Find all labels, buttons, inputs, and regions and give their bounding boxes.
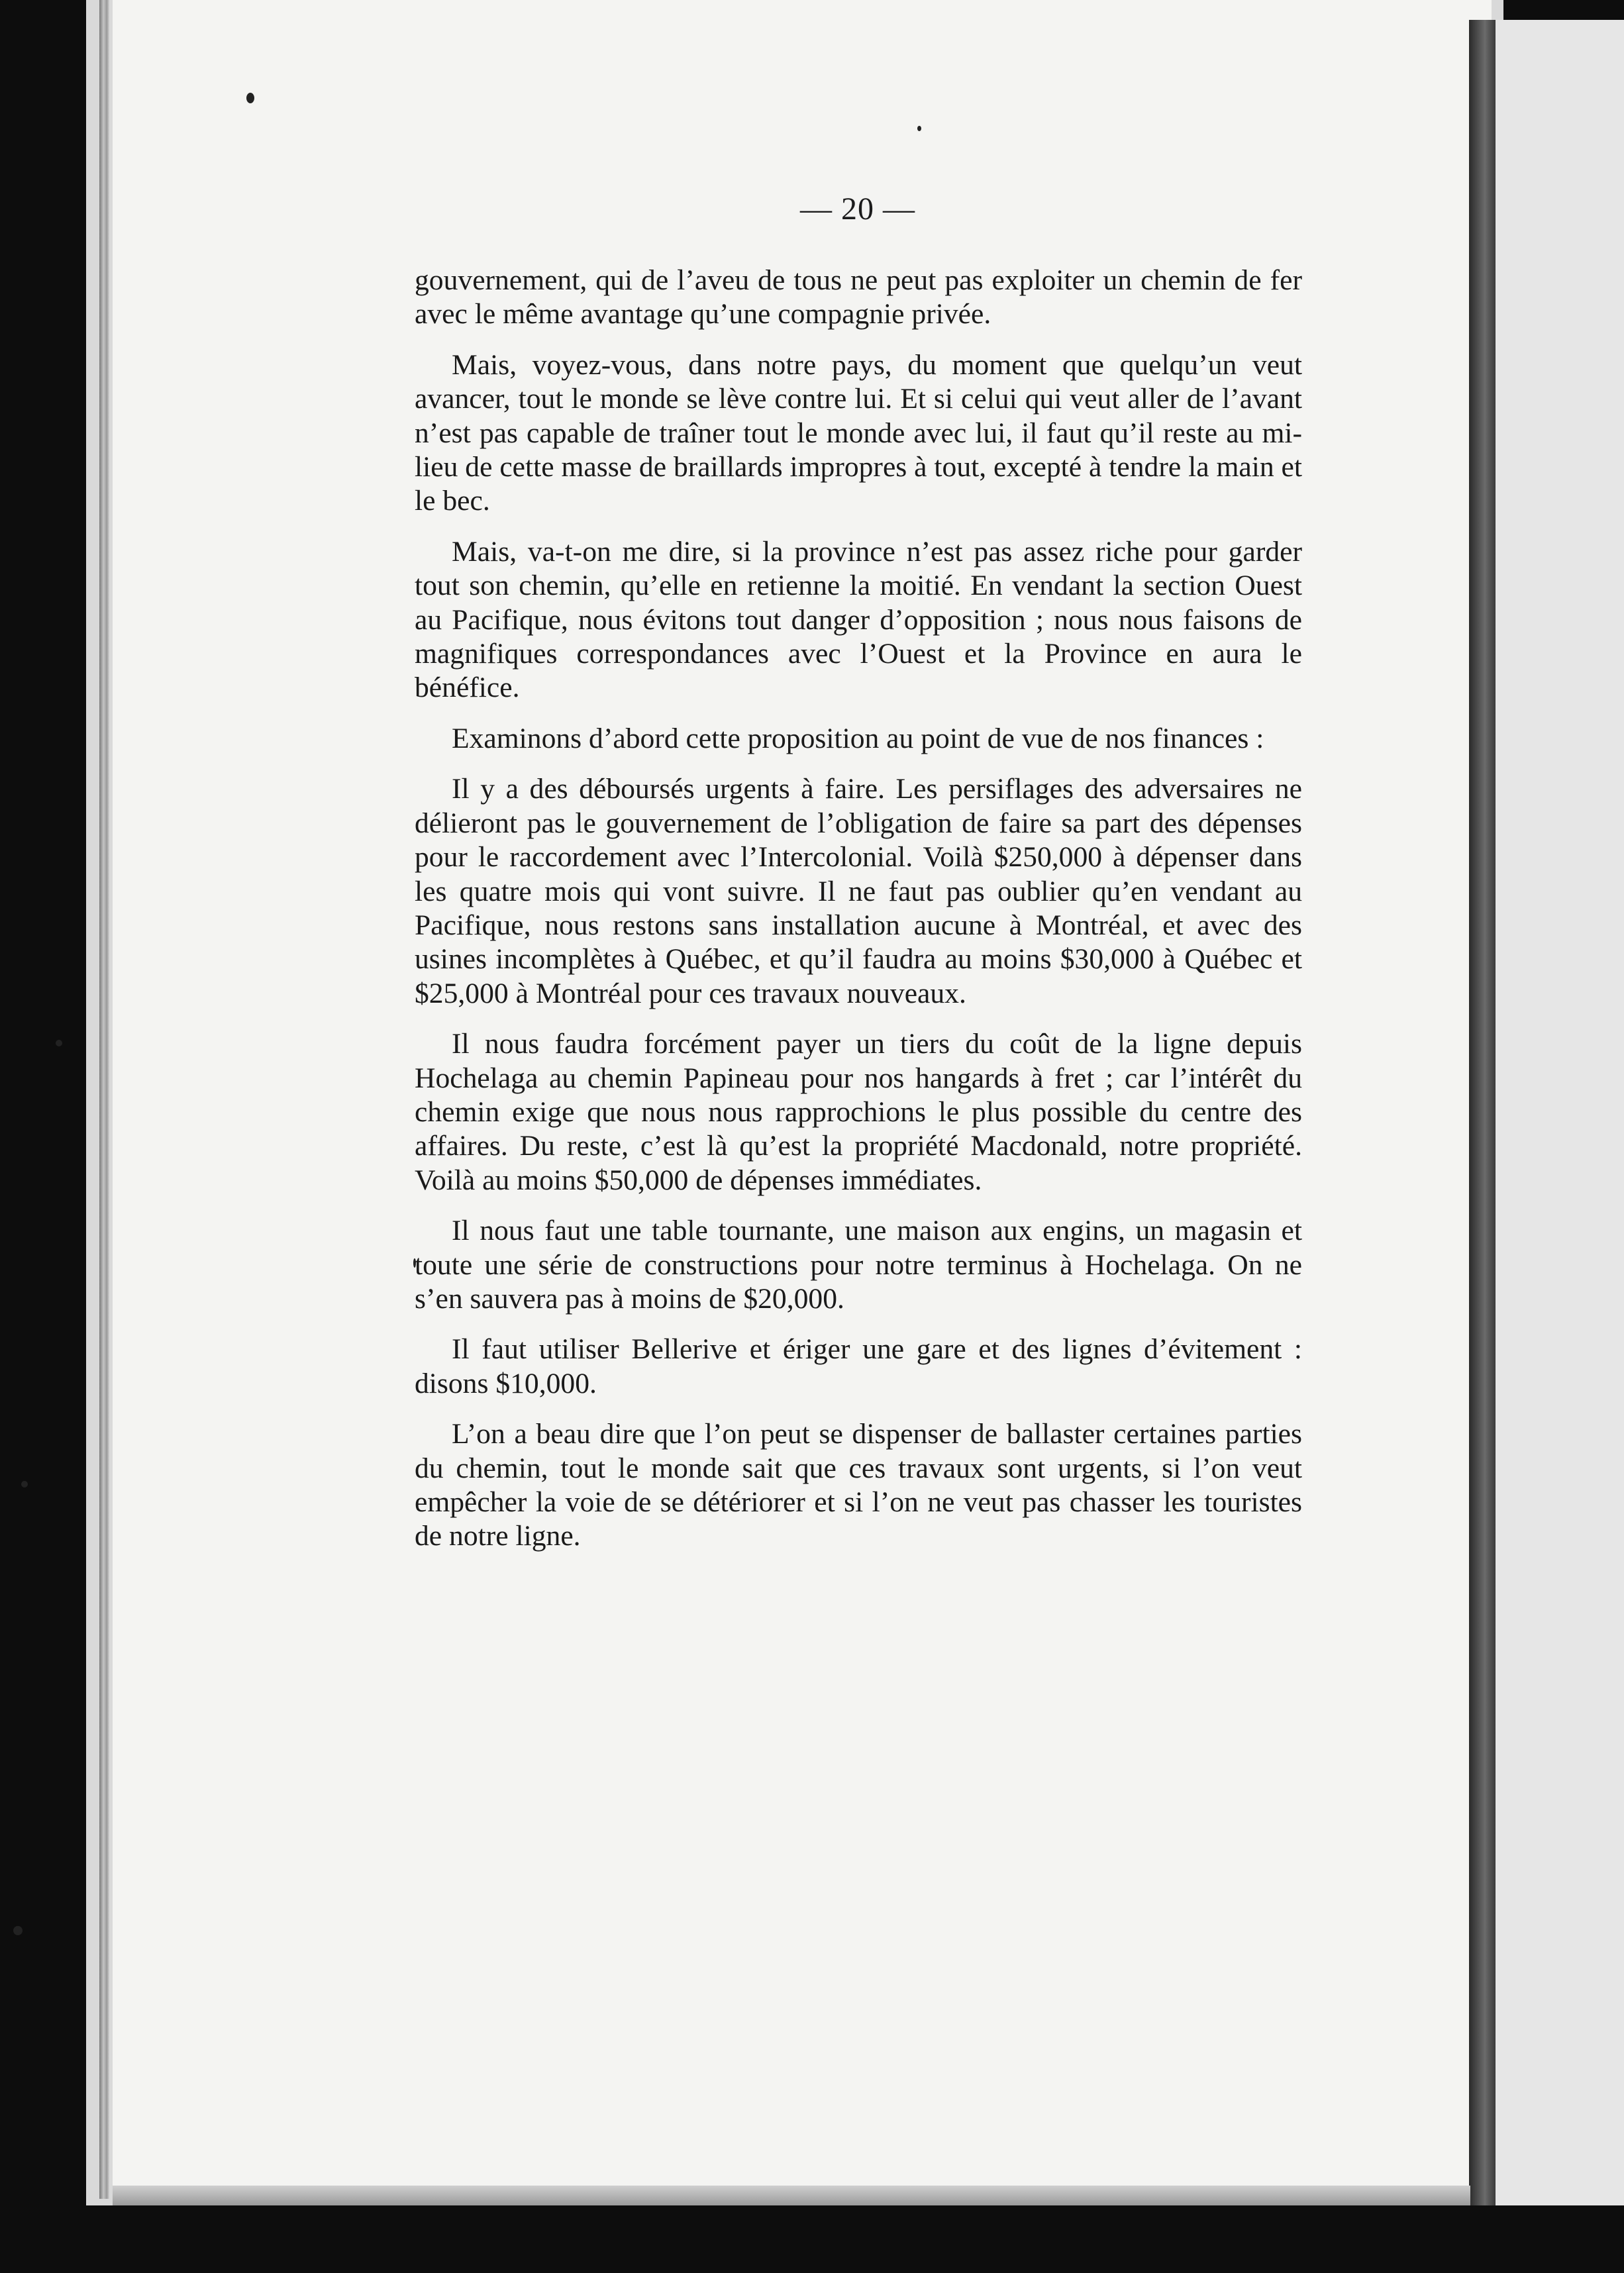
ink-speck — [13, 1926, 23, 1935]
paragraph: Mais, voyez-vous, dans notre pays, du moment que quelqu’un veut avancer, tout le monde se lève contre lui. Et si celui qui veut aller de l’avant n’est pas capable de traîner tout le monde avec lui, il faut qu’il reste au milieu de cette masse de braillards impropres à tout, excepté à tendre la main et le bec. — [415, 348, 1302, 517]
paragraph: Mais, va-t-on me dire, si la province n’est pas assez riche pour garder tout son chemin, qu’elle en retienne la moitié. En vendant la section Ouest au Pacifique, nous évitons tout danger d’opposition ; nous nous faisons de magnifiques correspondances avec l’Ouest et la Province en aura le bénéfice. — [415, 535, 1302, 704]
ink-speck — [246, 93, 254, 103]
paragraph: Examinons d’abord cette proposition au point de vue de nos finances : — [452, 722, 1264, 754]
ink-speck — [21, 1481, 28, 1488]
body-text — [415, 264, 1302, 1554]
page-number: — 20 — — [800, 191, 915, 227]
paragraph: Il nous faut une table tournante, une maison aux engins, un magasin et toute une série de constructions pour notre terminus à Hochelaga. On ne s’en sauvera pas à moins de $20,000. — [415, 1215, 1302, 1315]
paragraph: Il y a des déboursés urgents à faire. Les persiflages des adversaires ne délieront pas le gouvernement de l’obligation de faire sa part des dépenses pour le raccordement avec l’Intercolonial. Voilà $250,000 à dépenser dans les quatre mois qui vont suivre. Il ne faut pas oublier qu’en vendant au Pacifique, nous restons sans installation aucune à Montréal, et avec des usines incomplètes à Québec, et qu’il faudra au moins $30,000 à Québec et $25,000 à Montréal pour ces travaux nouveaux. — [415, 773, 1302, 1009]
ink-speck — [917, 126, 921, 131]
page-bottom-shadow — [113, 2186, 1470, 2205]
paragraph: gouvernement, qui de l’aveu de tous ne peut pas exploiter un chemin de fer avec le même avantage qu’une compagnie privée. — [415, 264, 1302, 330]
paragraph: L’on a beau dire que l’on peut se dispenser de ballaster certaines parties du chemin, tout le monde sait que ces travaux sont urgents, si l’on veut empêcher la voie de se détériorer et si l’on ne veut pas chasser les touristes de notre ligne. — [415, 1418, 1302, 1552]
paragraph: Il faut utiliser Bellerive et ériger une gare et des lignes d’évitement : disons $10,000. — [415, 1333, 1302, 1399]
page-edge — [99, 0, 110, 2199]
paragraph: Il nous faudra forcément payer un tiers du coût de la ligne depuis Hochelaga au chemin Papineau pour nos hangards à fret ; car l’intérêt du chemin exige que nous nous rapprochions le plus possible du centre des affaires. Du reste, c’est là qu’est la propriété Macdonald, notre propriété. Voilà au moins $50,000 de dépenses immédiates. — [415, 1028, 1302, 1196]
facing-page-edge — [1496, 20, 1624, 2205]
ink-speck — [56, 1040, 62, 1046]
book-gutter — [1469, 20, 1496, 2205]
